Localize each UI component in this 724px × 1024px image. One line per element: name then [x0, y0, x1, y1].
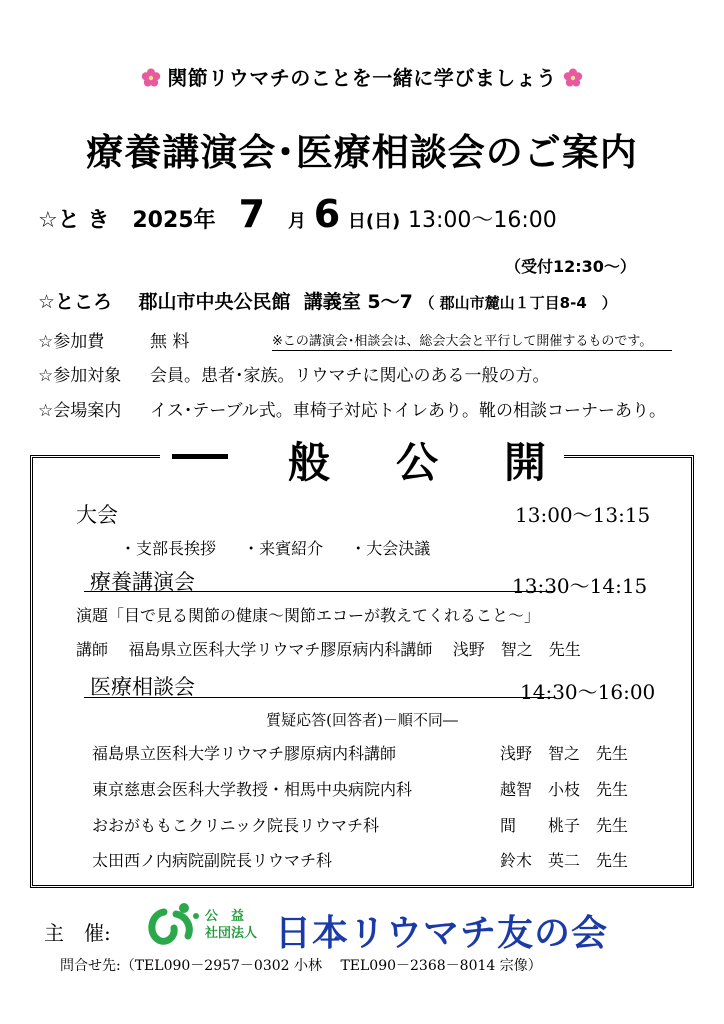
- lecturer-label: 講師: [76, 640, 109, 659]
- doctor-affiliation: 東京慈恵会医科大学教授・相馬中央病院内科: [92, 780, 413, 799]
- place-address: （ 郡山市麓山１丁目8-4 ）: [419, 294, 617, 312]
- agenda-item: ・支部長挨拶: [120, 539, 217, 558]
- organization-type-line: 公 益: [205, 909, 245, 924]
- place-room: 講義室 5～7: [303, 291, 413, 313]
- doctor-name: 間 桃子 先生: [500, 816, 629, 835]
- page-title: 療養講演会･医療相談会のご案内: [86, 131, 638, 174]
- flower-icon: [563, 68, 583, 88]
- venue-info-value: イス･テーブル式。車椅子対応トイレあり。靴の相談コーナーあり。: [150, 401, 666, 421]
- place-row: [38, 287, 617, 314]
- qa-note: 質疑応答(回答者)－順不同―: [266, 711, 458, 729]
- doctor-row: [92, 813, 652, 835]
- heading-char: 公: [396, 438, 439, 487]
- lecture-time: 13:30～14:15: [512, 574, 648, 598]
- doctor-row: [92, 777, 652, 799]
- doctor-affiliation: 太田西ノ内病院副院長リウマチ科: [92, 851, 333, 870]
- date-year: 2025年: [132, 208, 216, 233]
- date-label: ☆と き: [38, 208, 110, 233]
- agenda-item: ・大会決議: [350, 539, 431, 558]
- reception-time: （受付12:30～）: [505, 257, 636, 276]
- flower-icon: [141, 68, 161, 88]
- agenda-item: ・来賓紹介: [243, 539, 324, 558]
- target-row: [38, 361, 550, 386]
- organization-type: [205, 908, 257, 942]
- open-to-public-heading: [160, 430, 564, 487]
- organization-type-line: 社団法人: [205, 926, 258, 941]
- header-subtitle: [0, 62, 724, 91]
- subtitle-text: 関節リウマチのことを一緒に学びましょう: [167, 66, 557, 90]
- consultation-heading-underline: [84, 697, 554, 698]
- doctor-name: 鈴木 英二 先生: [500, 851, 629, 870]
- organization-logo-icon: [146, 902, 202, 946]
- lecturer-row: [76, 637, 581, 660]
- organizer-label: 主 催:: [44, 921, 111, 945]
- date-row: [38, 192, 557, 236]
- fee-label: ☆参加費: [38, 332, 105, 352]
- lecturer-affiliation: 福島県立医科大学リウマチ膠原病内科講師: [128, 640, 433, 659]
- venue-info-label: ☆会場案内: [38, 401, 122, 421]
- lecture-heading: 療養講演会: [90, 570, 195, 594]
- heading-dash: [172, 454, 228, 459]
- heading-char: 開: [504, 438, 547, 487]
- lecture-topic: 演題「目で見る関節の健康～関節エコーが教えてくれること～」: [76, 606, 541, 625]
- place-venue: 郡山市中央公民館: [138, 291, 291, 313]
- heading-char: 般: [288, 438, 331, 487]
- taikai-time: 13:00～13:15: [515, 503, 651, 527]
- consultation-time: 14:30～16:00: [520, 680, 656, 704]
- doctor-row: [92, 848, 652, 870]
- target-label: ☆参加対象: [38, 366, 122, 386]
- doctor-affiliation: おおがももこクリニック院長リウマチ科: [92, 816, 380, 835]
- date-month: 7: [238, 192, 266, 236]
- fee-row: [38, 327, 189, 352]
- date-month-unit: 月: [288, 211, 307, 232]
- date-time: 13:00～16:00: [407, 208, 557, 233]
- lecture-heading-underline: [84, 591, 554, 592]
- organization-name: 日本リウマチ友の会: [275, 913, 609, 954]
- taikai-agenda: [120, 536, 452, 559]
- doctor-affiliation: 福島県立医科大学リウマチ膠原病内科講師: [92, 744, 397, 763]
- doctor-name: 越智 小枝 先生: [500, 780, 629, 799]
- taikai-heading: 大会: [76, 503, 118, 527]
- doctor-name: 浅野 智之 先生: [500, 744, 629, 763]
- consultation-heading: 医療相談会: [90, 675, 195, 699]
- lecturer-name: 浅野 智之 先生: [452, 640, 581, 659]
- date-day-unit: 日(日): [347, 211, 401, 232]
- fee-value: 無 料: [150, 332, 190, 352]
- venue-info-row: [38, 396, 666, 421]
- place-label: ☆ところ: [38, 291, 113, 313]
- date-day: 6: [313, 192, 341, 236]
- fee-note: ※この講演会･相談会は、総会大会と平行して開催するものです。: [272, 330, 672, 351]
- target-value: 会員。患者･家族。リウマチに関心のある一般の方。: [150, 366, 550, 386]
- doctor-row: [92, 741, 652, 763]
- contact-info: 問合せ先:（TEL090－2957－0302 小林 TEL090－2368－8014 宗像）: [60, 958, 542, 974]
